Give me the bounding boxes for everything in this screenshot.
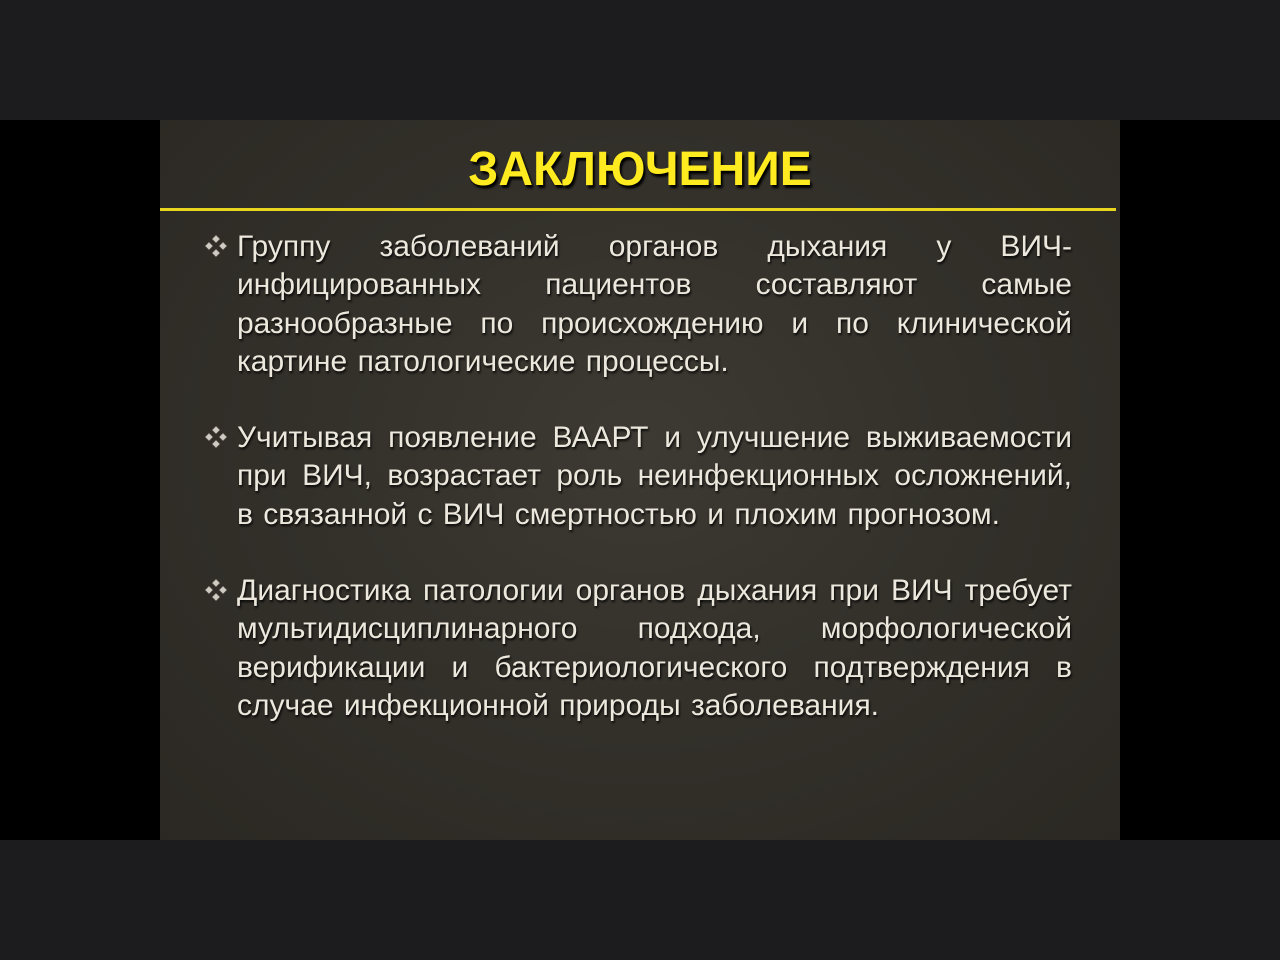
presentation-stage (0, 120, 1280, 840)
bullet-text: Диагностика патологии органов дыхания при ВИЧ требует мультидисциплинарного подхода, морфологической верификации и бактериологического подтверждения в случае инфекционной природы заболевания. (237, 574, 1072, 722)
four-diamond-bullet-icon (202, 423, 230, 451)
bullet-list (202, 228, 1072, 763)
four-diamond-bullet-icon (202, 576, 230, 604)
bullet-item (202, 228, 1072, 381)
slide (160, 120, 1120, 840)
bullet-text: Группу заболеваний органов дыхания у ВИЧ-инфицированных пациентов составляют самые разнообразные по происхождению и по клинической картине патологические процессы. (237, 230, 1072, 378)
bullet-item (202, 572, 1072, 725)
top-letterbox (0, 0, 1280, 120)
bottom-letterbox (0, 840, 1280, 960)
slide-title: ЗАКЛЮЧЕНИЕ (468, 143, 812, 196)
bullet-text: Учитывая появление ВААРТ и улучшение выживаемости при ВИЧ, возрастает роль неинфекционных осложнений, в связанной с ВИЧ смертностью и плохим прогнозом. (237, 421, 1072, 531)
four-diamond-bullet-icon (202, 232, 230, 260)
bullet-item (202, 419, 1072, 534)
title-underline (160, 208, 1116, 211)
